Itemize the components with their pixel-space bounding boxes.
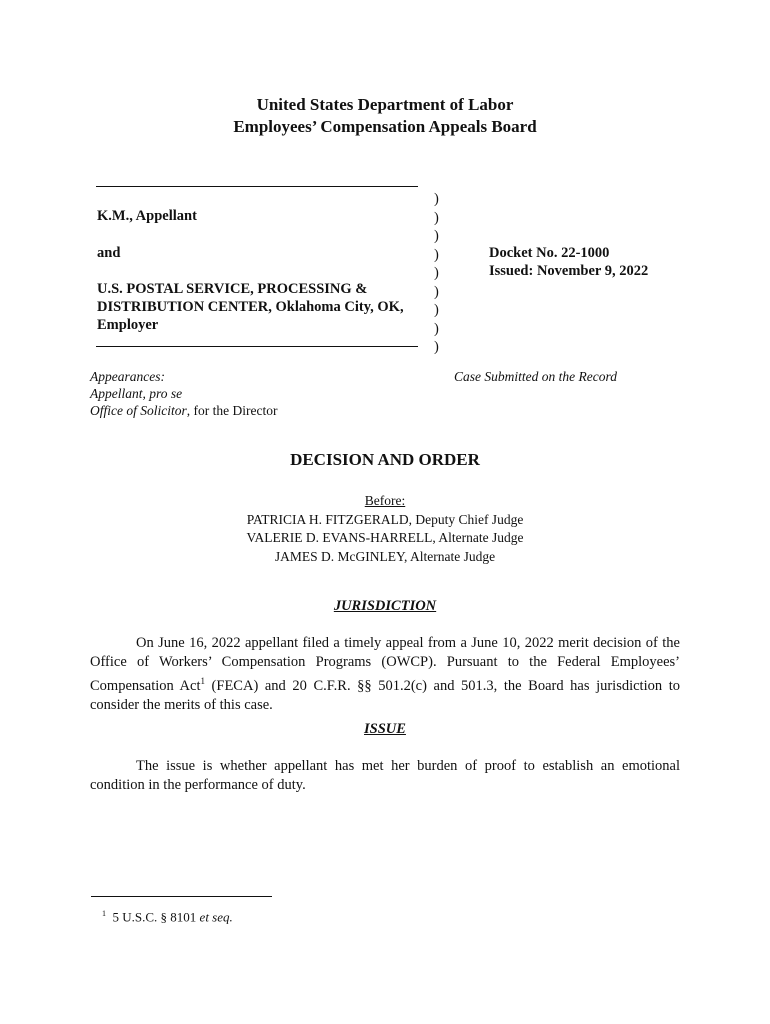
footnote-text: 5 U.S.C. § 8101 [112, 909, 200, 925]
decision-title: DECISION AND ORDER [290, 450, 480, 469]
employer-block [97, 280, 404, 334]
jurisdiction-paragraph [90, 634, 680, 715]
paren: ) [434, 339, 439, 355]
jurisdiction-text-cont: (FECA) and 20 C.F.R. §§ 501.2(c) and 501.3, the Board has jurisdiction to consider the merits of this case. [90, 677, 680, 713]
employer-line-1: U.S. POSTAL SERVICE, PROCESSING & [97, 281, 368, 297]
solicitor-role: , for the Director [186, 403, 278, 418]
panel-block [0, 492, 770, 566]
paren: ) [434, 265, 439, 281]
paren: ) [434, 302, 439, 318]
paren: ) [434, 283, 439, 300]
paren: ) [434, 209, 439, 226]
caption-parentheses [434, 190, 439, 357]
footnote-1 [102, 905, 233, 925]
caption-and: and [97, 245, 121, 261]
paren: ) [434, 191, 439, 207]
caption-bottom-rule [96, 346, 418, 347]
appellant-name: K.M., Appellant [97, 208, 197, 224]
case-submitted: Case Submitted on the Record [454, 369, 617, 384]
footnote-rule [91, 896, 272, 897]
solicitor-name: Office of Solicitor [90, 403, 187, 418]
issue-paragraph: The issue is whether appellant has met her burden of proof to establish an emotional condition in the performance of duty. [90, 758, 680, 793]
appearances-label: Appearances: [90, 369, 165, 384]
board-title: Employees’ Compensation Appeals Board [233, 117, 537, 136]
judge-1: PATRICIA H. FITZGERALD, Deputy Chief Judge [246, 511, 524, 527]
agency-title: United States Department of Labor [256, 95, 514, 114]
appearances-block [90, 368, 277, 419]
before-label: Before: [364, 493, 406, 508]
footnote-ref: 1 [200, 676, 205, 686]
appearance-appellant: Appellant, pro se [90, 386, 183, 401]
employer-line-3: Employer [97, 317, 159, 333]
caption-top-rule [96, 186, 418, 187]
docket-number: Docket No. 22-1000 [489, 245, 610, 261]
jurisdiction-heading: JURISDICTION [333, 598, 437, 614]
jurisdiction-text: On June 16, 2022 appellant filed a timely appeal from a June 10, 2022 merit decision of the Office of Workers’ Compensation Programs (OWCP). Pursuant to the Federal Employees’ Compensation Act [90, 635, 680, 694]
appearance-solicitor [90, 402, 277, 419]
paren: ) [434, 246, 439, 263]
paren: ) [434, 320, 439, 337]
judge-2: VALERIE D. EVANS-HARRELL, Alternate Judge [246, 530, 524, 545]
paren: ) [434, 228, 439, 244]
issue-heading: ISSUE [364, 721, 406, 737]
issued-date: Issued: November 9, 2022 [489, 263, 649, 279]
docket-block [489, 244, 648, 280]
employer-line-2: DISTRIBUTION CENTER, Oklahoma City, OK, [97, 299, 404, 315]
judge-3: JAMES D. McGINLEY, Alternate Judge [274, 548, 496, 564]
footnote-italic: et seq. [199, 909, 233, 925]
footnote-number: 1 [102, 909, 106, 918]
